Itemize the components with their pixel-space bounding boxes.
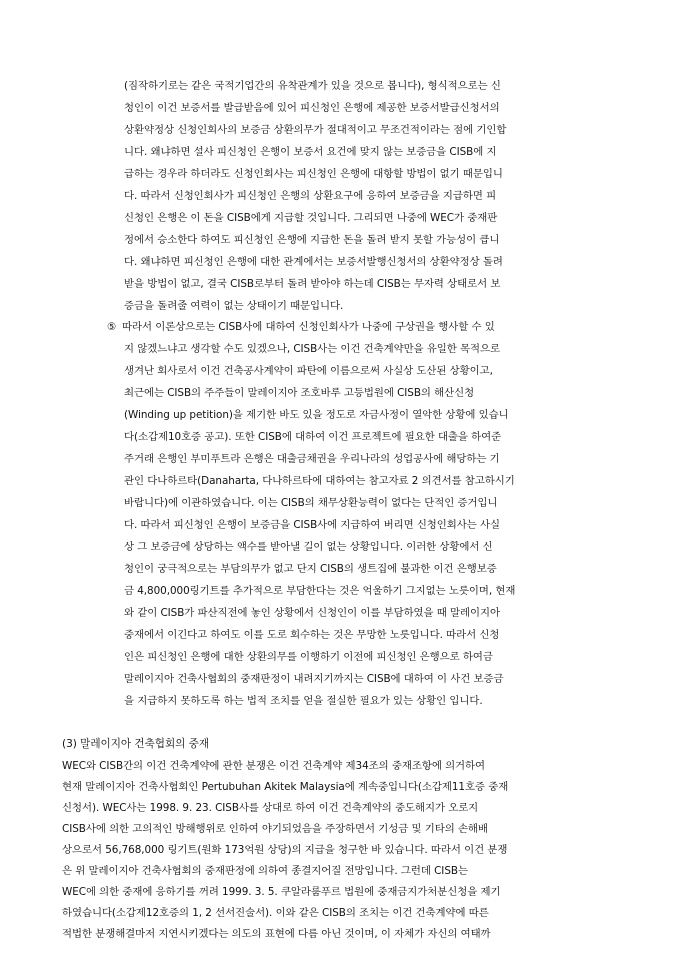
text-line: 상환약정상 신청인회사의 보증금 상환의무가 절대적이고 무조건적이라는 점에 기인합 [124, 124, 507, 136]
text-line: (Winding up petition)을 제기한 바도 있을 정도로 자금사정이 열악한 상황에 있습니 [124, 409, 509, 421]
text-line: 다. 따라서 신청인회사가 피신청인 은행의 상환요구에 응하여 보증금을 지급하면 피 [124, 190, 497, 202]
text-line: (짐작하기로는 같은 국적기업간의 유착관계가 있을 것으로 봅니다), 형식적으로는 신 [124, 80, 501, 92]
text-line: 청인이 궁극적으로는 부담의무가 없고 단지 CISB의 생트집에 불과한 이건 은행보증 [124, 563, 497, 575]
text-line: 은 위 말레이지아 건축사협회의 중재판정에 의하여 종결지어질 전망입니다. 그런데 CISB는 [62, 865, 468, 877]
text-line: 상으로서 56,768,000 링기트(원화 173억원 상당)의 지급을 청구한 바 있습니다. 따라서 이건 분쟁 [62, 844, 508, 856]
text-line: 다. 따라서 피신청인 은행이 보증금을 CISB사에 지급하여 버리면 신청인회사는 사실 [124, 519, 500, 531]
text-line: 신청서). WEC사는 1998. 9. 23. CISB사를 상대로 하여 이건 건축계약의 중도해지가 오로지 [62, 802, 479, 814]
text-line: 신청인 은행은 이 돈을 CISB에게 지급할 것입니다. 그리되면 나중에 WEC가 중재판 [124, 212, 498, 224]
text-line: 금 4,800,000링기트를 추가적으로 부담한다는 것은 억울하기 그지없는 노릇이며, 현재 [124, 585, 516, 597]
text-line: 지 않겠느냐고 생각할 수도 있겠으나, CISB사는 이건 건축계약만을 유일한 목적으로 [124, 343, 500, 355]
text-line: 받을 방법이 없고, 결국 CISB로부터 돌려 받아야 하는데 CISB는 무자력 상태로서 보 [124, 278, 501, 290]
text-line: 와 같이 CISB가 파산직전에 놓인 상황에서 신청인이 이를 부담하였을 때 말레이지아 [124, 607, 500, 619]
text-line: 바랍니다)에 이관하였습니다. 이는 CISB의 채무상환능력이 없다는 단적인 증거입니 [124, 497, 498, 509]
item-marker: ⑤ [107, 321, 117, 333]
text-line: 증금을 돌려줄 여력이 없는 상태이기 때문입니다. [124, 300, 344, 312]
text-line: 인은 피신청인 은행에 대한 상환의무를 이행하기 이전에 피신청인 은행으로 하여금 [124, 651, 493, 663]
text-line: 니다. 왜냐하면 설사 피신청인 은행이 보증서 요건에 맞지 않는 보증금을 CISB에 지 [124, 146, 497, 158]
text-line: 하였습니다(소갑제12호증의 1, 2 선서진술서). 이와 같은 CISB의 조치는 이건 건축계약에 따른 [62, 907, 489, 919]
text-line: 청인이 이건 보증서를 발급받음에 있어 피신청인 은행에 제공한 보증서발급신청서의 [124, 102, 500, 114]
text-line: 따라서 이론상으로는 CISB사에 대하여 신청인회사가 나중에 구상권을 행사할 수 있 [122, 321, 495, 333]
text-line: WEC에 의한 중재에 응하기를 꺼려 1999. 3. 5. 쿠알라룸푸르 법원에 중재금지가처분신청을 제기 [62, 886, 501, 898]
text-line: 관인 다나하르타(Danaharta, 다나하르타에 대하여는 참고자료 2 의견서를 참고하시기 [124, 475, 515, 487]
text-line: 정에서 승소한다 하여도 피신청인 은행에 지급한 돈을 돌려 받지 못할 가능성이 큽니 [124, 234, 500, 246]
text-line: 적법한 분쟁해결마저 지연시키겠다는 의도의 표현에 다름 아닌 것이며, 이 자체가 자신의 여태까 [62, 928, 491, 940]
text-line: 상 그 보증금에 상당하는 액수를 받아낼 길이 없는 상황입니다. 이러한 상황에서 신 [124, 541, 493, 553]
text-line: 현재 말레이지아 건축사협회인 Pertubuhan Akitek Malaysia에 계속중입니다(소갑제11호증 중재 [62, 781, 509, 793]
text-line: 다(소갑제10호증 공고). 또한 CISB에 대하여 이건 프로젝트에 필요한 대출을 하여준 [124, 431, 502, 443]
text-line: 최근에는 CISB의 주주들이 말레이지아 조호바루 고등법원에 CISB의 해산신청 [124, 387, 475, 399]
text-line: 생겨난 회사로서 이건 건축공사계약이 파탄에 이름으로써 사실상 도산된 상황이고, [124, 365, 493, 377]
text-line: 주거래 은행인 부미푸트라 은행은 대출금채권을 우리나라의 성업공사에 해당하는 기 [124, 453, 500, 465]
text-line: 말레이지아 건축사협회의 중재판정이 내려지기까지는 CISB에 대하여 이 사건 보증금 [124, 673, 504, 685]
text-line: 중재에서 이긴다고 하여도 이를 도로 회수하는 것은 무망한 노릇입니다. 따라서 신청 [124, 629, 500, 641]
section-heading: (3) 말레이지아 건축협회의 중재 [62, 738, 210, 750]
item-first-line [107, 320, 495, 334]
text-line: WEC와 CISB간의 이건 건축계약에 관한 분쟁은 이건 건축계약 제34조의 중재조항에 의거하여 [62, 760, 486, 772]
text-line: 을 지급하지 못하도록 하는 법적 조치를 얻을 절실한 필요가 있는 상황인 입니다. [124, 695, 483, 707]
text-line: CISB사에 의한 고의적인 방해행위로 인하여 야기되었음을 주장하면서 기성금 및 기타의 손해배 [62, 823, 488, 835]
text-line: 다. 왜냐하면 피신청인 은행에 대한 관계에서는 보증서발행신청서의 상환약정상 돌려 [124, 256, 503, 268]
text-line: 급하는 경우라 하더라도 신청인회사는 피신청인 은행에 대항할 방법이 없기 때문입니 [124, 168, 503, 180]
